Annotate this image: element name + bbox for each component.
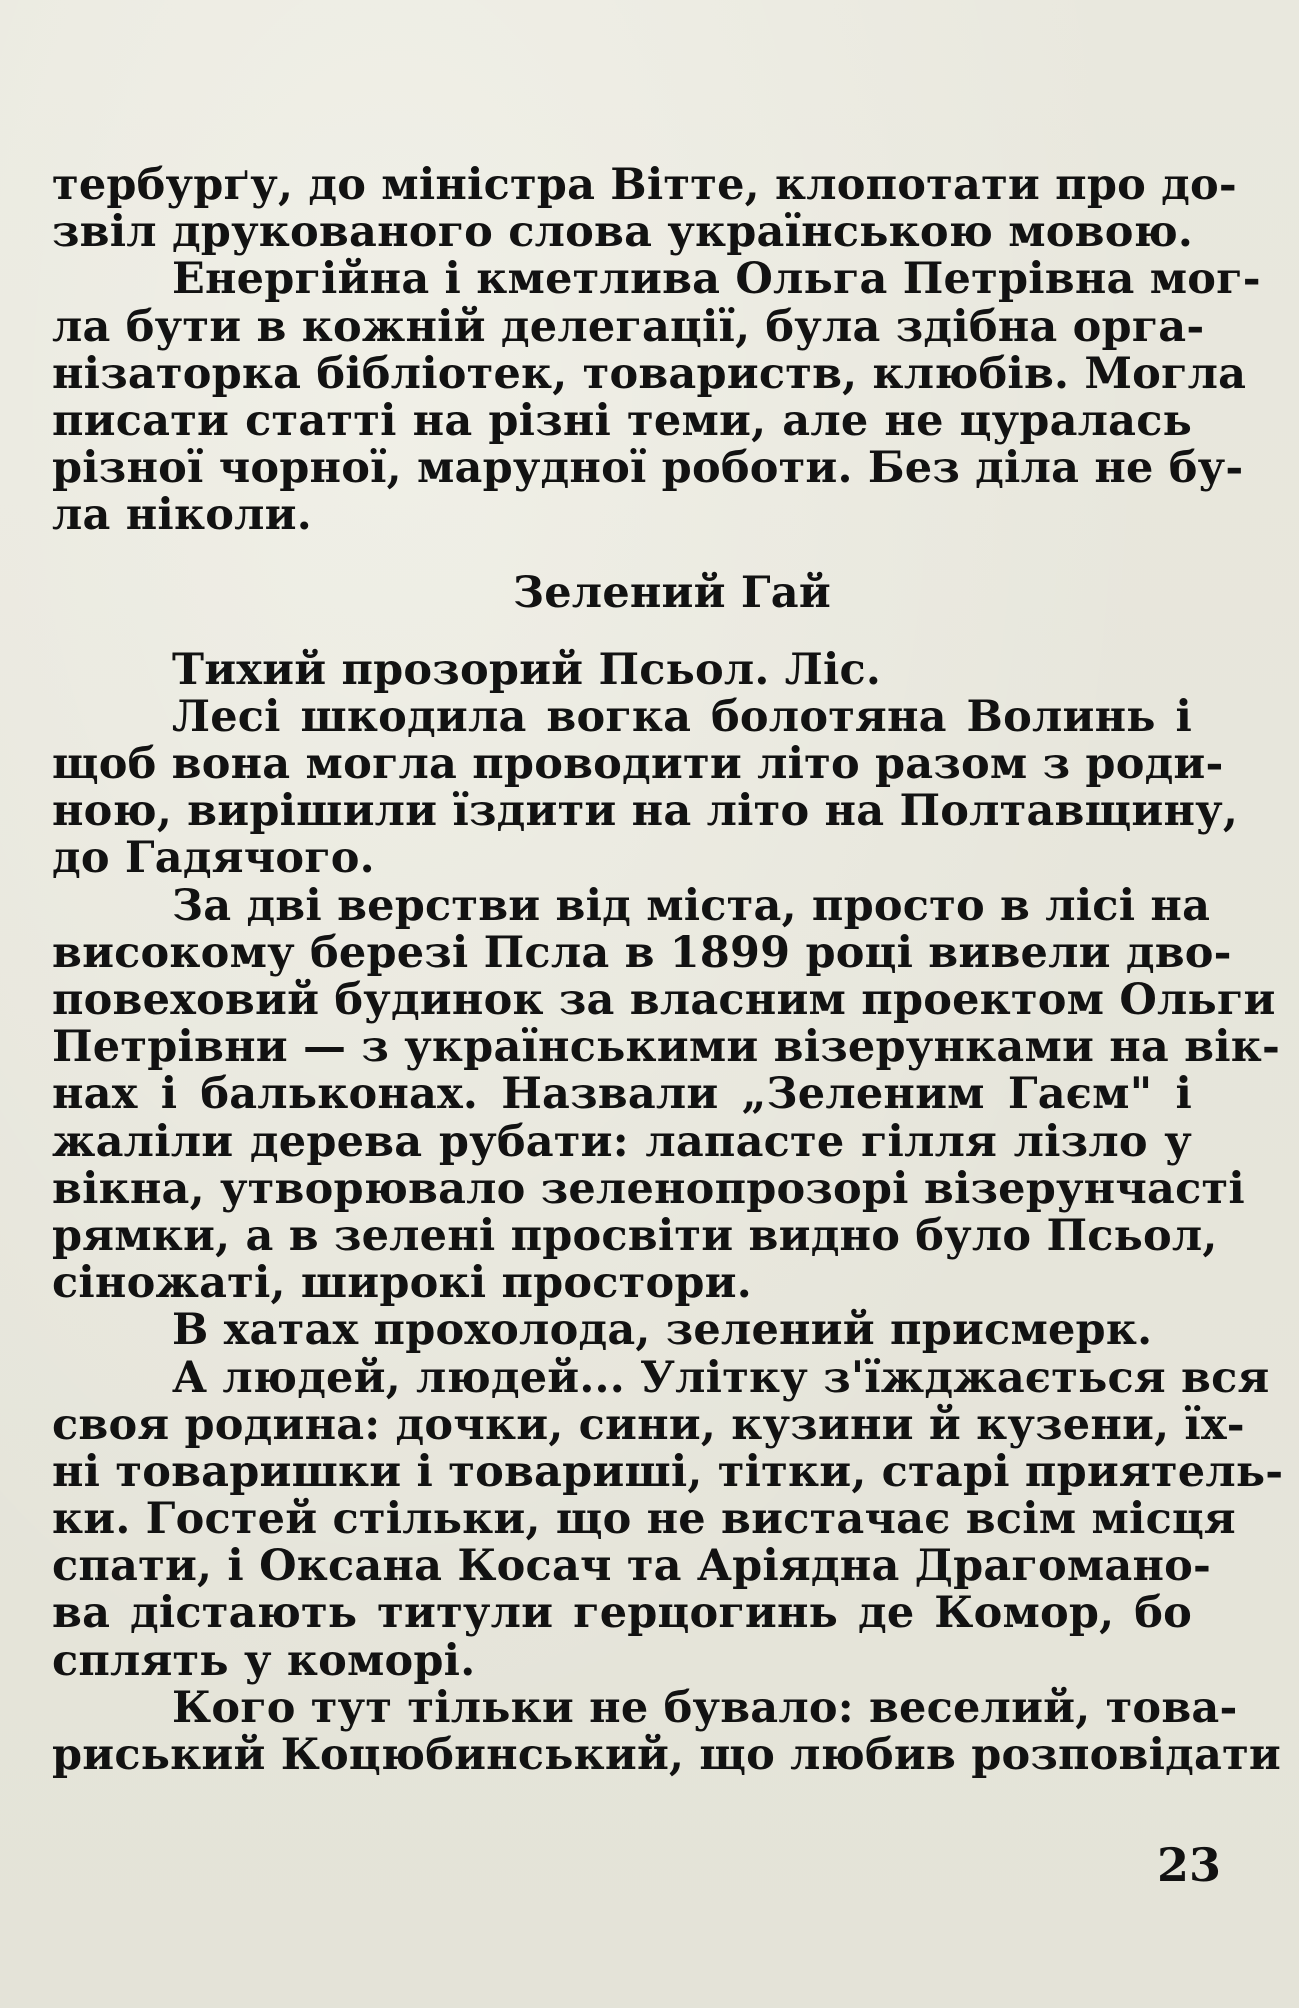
text-line: ва дістають титули герцогинь де Комор, бо [52, 1588, 1192, 1639]
text-line: А людей, людей... Улітку з'їжджається вся [172, 1352, 1270, 1403]
section-heading: Зелений Гай [513, 567, 831, 618]
text-line: жаліли дерева рубати: лапасте гілля лізло у [52, 1116, 1192, 1167]
text-line: Енергійна і кметлива Ольга Петрівна мог- [172, 254, 1261, 305]
text-line: нізаторка бібліотек, товариств, клюбів. Могла [52, 348, 1247, 399]
text-line: ні товаришки і товариші, тітки, старі приятель- [52, 1446, 1284, 1497]
text-line: спати, і Оксана Косач та Аріядна Драгомано- [52, 1541, 1212, 1592]
text-line: звіл друкованого слова українською мовою. [52, 207, 1194, 258]
text-line: своя родина: дочки, сини, кузини й кузени, їх- [52, 1399, 1245, 1450]
section-spacer [52, 617, 1192, 647]
text-line: ки. Гостей стільки, що не вистачає всім місця [52, 1494, 1236, 1545]
text-line: ною, вирішили їздити на літо на Полтавщину, [52, 786, 1239, 837]
text-line: щоб вона могла проводити літо разом з роди- [52, 739, 1224, 790]
text-line: рямки, а в зелені просвіти видно було Псьол, [52, 1210, 1218, 1261]
text-line: риський Коцюбинський, що любив розповідати [52, 1730, 1282, 1780]
page-text [52, 160, 1284, 1780]
text-line: вікна, утворювало зеленопрозорі візерунчасті [52, 1163, 1245, 1214]
text-line: сплять у коморі. [52, 1635, 476, 1686]
section-spacer [52, 540, 1192, 570]
text-line: Петрівни — з українськими візерунками на вік- [52, 1022, 1281, 1073]
text-line: ла ніколи. [52, 490, 312, 541]
text-line: різної чорної, марудної роботи. Без діла не бу- [52, 443, 1244, 494]
text-line: до Гадячого. [52, 833, 375, 884]
page-number: 23 [1156, 1838, 1221, 1892]
text-line: нах і бальконах. Назвали „Зеленим Гаєм" і [52, 1069, 1192, 1120]
text-line: повеховий будинок за власним проектом Ольги [52, 975, 1276, 1025]
text-line: високому березі Псла в 1899 році вивели дво- [52, 927, 1232, 978]
text-line: За дві верстви від міста, просто в лісі на [172, 880, 1211, 931]
text-line: писати статті на різні теми, але не цуралась [52, 395, 1192, 446]
text-line: В хатах прохолода, зелений присмерк. [172, 1305, 1153, 1356]
text-line: ла бути в кожній делегації, була здібна орга- [52, 301, 1205, 352]
text-line: сіножаті, широкі простори. [52, 1258, 752, 1309]
text-line: Кого тут тільки не бувало: веселий, това- [172, 1682, 1238, 1733]
text-line: тербурґу, до міністра Вітте, клопотати про до- [52, 160, 1237, 210]
text-line: Лесі шкодила вогка болотяна Волинь і [172, 691, 1192, 742]
text-line: Тихий прозорий Псьол. Ліс. [172, 644, 882, 695]
